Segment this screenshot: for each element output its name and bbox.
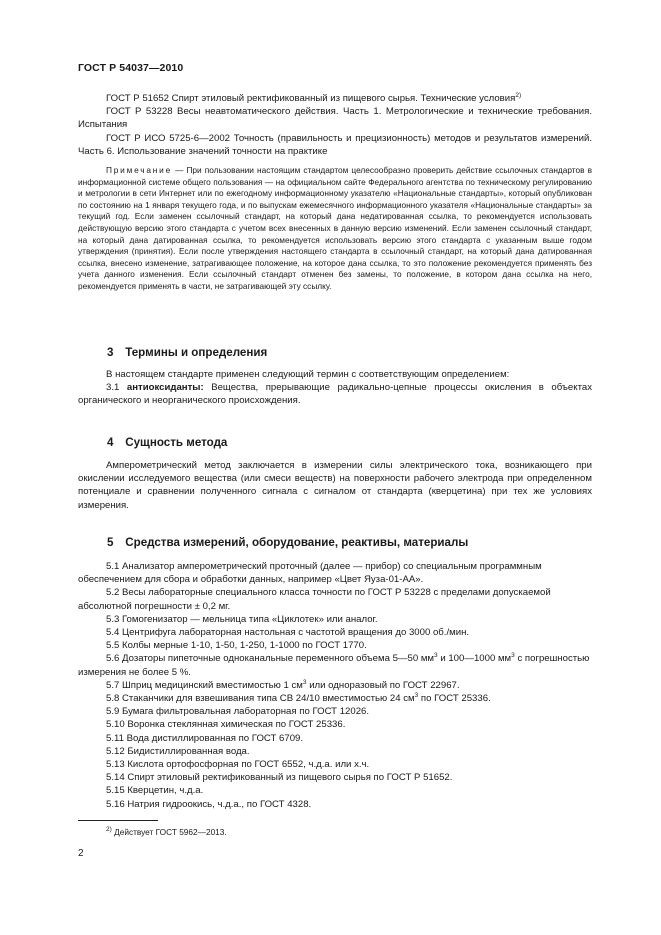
item-text: и 100—1000 мм [437, 653, 512, 665]
footnote-mark: 2) [106, 826, 112, 833]
list-item [78, 679, 592, 692]
section-number: 3 [107, 346, 114, 359]
note-label: Примечание [106, 165, 173, 175]
term-number: 3.1 [106, 382, 127, 394]
section-intro: В настоящем стандарте применен следующий термин с соответствующим определением: [106, 369, 510, 380]
section-title: Термины и определения [125, 346, 268, 359]
term: антиоксиданты: [126, 382, 204, 394]
page-number: 2 [78, 848, 84, 859]
note-text: — При пользовании настоящим стандартом целесообразно проверить действие ссылочных стандартов в информационной системе общего пользования — на официальном сайте Федерального агентства по техническому регулированию и метрологии в сети Интернет или по ежегодному информационному указателю «Национальные стандарты», который опубликован по состоянию на 1 января текущего года, и по выпускам ежемесячного информационного указателя «Национальные стандарты» за текущий год. Если заменен ссылочный стандарт, на который дана недатированная ссылка, то рекомендуется использовать действующую версию этого стандарта с учетом всех внесенных в данную версию изменений. Если заменен ссылочный стандарт, на который дана датированная ссылка, то рекомендуется использовать версию этого стандарта с указанным выше годом утверждения (принятия). Если после утверждения настоящего стандарта в ссылочный стандарт, на который дана датированная ссылка, внесено изменение, затрагивающее положение, на которое дана ссылка, то это положение рекомендуется применять без учета данного изменения. Если ссылочный стандарт отменен без замены, то положение, в котором дана ссылка на него, рекомендуется применять в части, не затрагивающей эту ссылку. [78, 165, 592, 291]
section-heading [78, 436, 592, 449]
reference-item [78, 105, 592, 131]
section-title: Сущность метода [125, 436, 228, 449]
term-definition [78, 381, 592, 407]
section-heading [78, 536, 592, 549]
superscript: 3 [414, 692, 419, 700]
reference-item [78, 132, 592, 158]
superscript: 3 [302, 678, 307, 686]
list-item [78, 692, 592, 705]
item-text: 5.8 Стаканчики для взвешивания типа СВ 24/10 вместимостью 24 см [106, 693, 415, 705]
item-text: 5.6 Дозаторы пипеточные одноканальные переменного объема 5—50 мм [106, 653, 435, 665]
list-item: 5.10 Воронка стеклянная химическая по ГОСТ 25336. [106, 719, 346, 731]
item-text: по ГОСТ 25336. [418, 693, 491, 705]
note-paragraph [78, 165, 592, 293]
reference-id: ГОСТ Р 53228 [106, 106, 173, 118]
list-item: 5.4 Центрифуга лабораторная настольная с частотой вращения до 3000 об./мин. [106, 627, 470, 639]
item-text: 5.7 Шприц медицинский вместимостью 1 см [106, 679, 303, 691]
section-4 [78, 436, 592, 512]
superscript: 3 [511, 652, 515, 660]
footnote-separator [78, 820, 158, 821]
running-header: ГОСТ Р 54037—2010 [78, 62, 184, 74]
references-block [78, 92, 592, 158]
section-title: Средства измерений, оборудование, реактивы, материалы [125, 536, 469, 549]
list-item: 5.11 Вода дистиллированная по ГОСТ 6709. [106, 732, 304, 744]
item-text: или одноразовый по ГОСТ 22967. [306, 679, 460, 691]
superscript: 3 [434, 652, 438, 660]
list-item: 5.3 Гомогенизатор — мельница типа «Циклотек» или аналог. [106, 613, 378, 625]
list-item: 5.13 Кислота ортофосфорная по ГОСТ 6552, ч.д.а. или х.ч. [106, 759, 370, 771]
reference-item [78, 92, 592, 105]
list-item [78, 652, 592, 678]
list-item: 5.2 Весы лабораторные специального класса точности по ГОСТ Р 53228 с пределами допускаемой абсолютной погрешности ± 0,2 мг. [78, 587, 551, 612]
section-paragraph: Амперометрический метод заключается в измерении силы электрического тока, возникающего при окислении исследуемого вещества (или смеси веществ) на поверхности рабочего электрода при определенном потенциале и сравнении полученного сигнала с сигналом от стандарта (кверцетина) при тех же условиях измерения. [78, 460, 592, 511]
footnote-mark: 2) [515, 92, 522, 99]
definition: Вещества, прерывающие радикально-цепные процессы окисления в объектах органического и неорганического происхождения. [78, 382, 592, 407]
reference-text: Точность (правильность и прецизионность) методов и результатов измерений. Часть 6. Использование значений точности на практике [78, 132, 592, 157]
list-item: 5.12 Бидистиллированная вода. [106, 745, 250, 757]
section-5 [78, 536, 592, 811]
list-item: 5.15 Кверцетин, ч.д.а. [106, 785, 204, 797]
footnote [106, 827, 227, 837]
list-item: 5.16 Натрия гидроокись, ч.д.а., по ГОСТ 4328. [106, 798, 312, 810]
note-block [78, 165, 592, 293]
list-item: 5.5 Колбы мерные 1-10, 1-50, 1-250, 1-1000 по ГОСТ 1770. [106, 640, 367, 652]
reference-id: ГОСТ Р ИСО 5725-6—2002 [106, 132, 231, 144]
section-heading [78, 346, 592, 359]
reference-id: ГОСТ Р 51652 [106, 93, 169, 104]
section-3 [78, 346, 592, 408]
list-item: 5.14 Спирт этиловый ректификованный из пищевого сырья по ГОСТ Р 51652. [106, 772, 453, 784]
reference-text: Весы неавтоматического действия. Часть 1. Метрологические и технические требования. Испытания [78, 106, 592, 131]
list-item: 5.9 Бумага фильтровальная лабораторная по ГОСТ 12026. [106, 706, 370, 718]
footnote-text: Действует ГОСТ 5962—2013. [111, 827, 227, 837]
item-text: с погрешностью измерения не более 5 %. [78, 653, 590, 678]
reference-text: Спирт этиловый ректификованный из пищевого сырья. Технические условия [169, 93, 516, 104]
section-number: 4 [107, 436, 114, 449]
section-number: 5 [107, 536, 114, 549]
list-item: 5.1 Анализатор амперометрический проточный (далее — прибор) со специальным программным обеспечением для сбора и обработки данных, например «Цвет Яуза-01-АА». [78, 561, 542, 586]
